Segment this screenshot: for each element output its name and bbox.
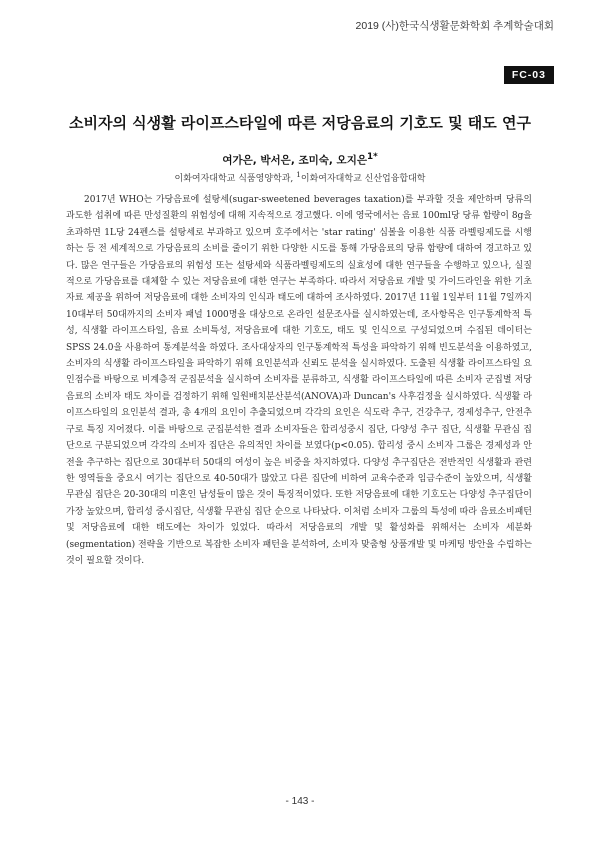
author-names: 여가은, 박서은, 조미숙, 오지은: [222, 154, 367, 167]
author-list: [40, 152, 560, 168]
session-code-badge: FC-03: [504, 66, 554, 84]
paper-title: 소비자의 식생활 라이프스타일에 따른 저당음료의 기호도 및 태도 연구: [69, 114, 531, 132]
affiliation-secondary: 이화여자대학교 신산업융합대학: [300, 174, 426, 184]
affiliation-superscript: 1: [296, 170, 301, 179]
affiliation-primary: 이화여자대학교 식품영양학과,: [174, 174, 294, 184]
page-number: - 143 -: [285, 796, 315, 807]
abstract-body: 2017년 WHO는 가당음료에 설탕세(sugar-sweetened beverages taxation)를 부과할 것을 제안하며 당류의 과도한 섭취에 따른 만성질환의 위험성에 대해 지속적으로 경고했다. 이에 영국에서는 음료 100ml당 당류 함량이 8g을 초과하면 1L당 24펜스를 설탕세로 부과하고 있으며 호주에서는 'star rating' 심볼을 이용한 식품 라벨링제도를 시행하는 등 전 세계적으로 가당음료의 소비를 줄이기 위한 다양한 시도를 통해 가당음료의 당류 함량에 대하여 경고하고 있다. 많은 연구들은 가당음료의 위험성 또는 설탕세와 식품라벨링제도의 실효성에 대한 연구들을 수행하고 있으나, 실질적으로 가당음료를 대체할 수 있는 저당음료에 대한 연구는 부족하다. 따라서 저당음료 개발 및 가이드라인을 위한 기초 자료 제공을 위하여 저당음료에 대한 소비자의 인식과 태도에 대하여 조사하였다. 2017년 11월 1일부터 11월 7일까지 10대부터 50대까지의 소비자 패널 1000명을 대상으로 온라인 설문조사를 실시하였는데, 조사항목은 인구통계학적 특성, 식생활 라이프스타일, 음료 소비특성, 저당음료에 대한 기호도, 태도 및 인식으로 구성되었으며 수집된 데이터는 SPSS 24.0을 사용하여 통계분석을 하였다. 조사대상자의 인구통계학적 특성을 파악하기 위해 빈도분석을 이용하였고, 소비자의 식생활 라이프스타일을 파악하기 위해 요인분석과 신뢰도 분석을 실시하였다. 도출된 식생활 라이프스타일 요인점수를 바탕으로 비계층적 군집분석을 실시하여 소비자를 분류하고, 식생활 라이프스타일에 따른 소비자 군집별 저당음료의 소비자 태도 차이를 검정하기 위해 일원배치분산분석(ANOVA)과 Duncan's 사후검정을 실시하였다. 식생활 라이프스타일의 요인분석 결과, 총 4개의 요인이 추출되었으며 각각의 요인은 식도락 추구, 건강추구, 경제성추구, 안전추구로 특징 지어졌다. 이를 바탕으로 군집분석한 결과 소비자들은 합리성중시 집단, 다양성 추구 집단, 식생활 무관심 집단으로 구분되었으며 각각의 소비자 집단은 유의적인 차이를 보였다(p<0.05). 합리성 중시 소비자 그룹은 경제성과 안전을 추구하는 집단으로 30대부터 50대의 여성이 높은 비중을 차지하였다. 다양성 추구집단은 전반적인 식생활과 관련한 영역들을 중요시 여기는 집단으로 40-50대가 많았고 다른 집단에 비하여 교육수준과 임금수준이 높았으며, 식생활 무관심 집단은 20-30대의 미혼인 남성들이 많은 것이 특징적이었다. 또한 저당음료에 대한 기호도는 다양성 추구집단이 가장 높았으며, 합리성 중시집단, 식생활 무관심 집단 순으로 나타났다. 이처럼 소비자 그룹의 특성에 따라 음료소비패턴 및 저당음료에 대한 태도에는 차이가 있었다. 따라서 저당음료의 개발 및 활성화를 위해서는 소비자 세분화(segmentation) 전략을 기반으로 복잡한 소비자 패턴을 분석하여, 소비자 맞춤형 상품개발 및 마케팅 방안을 수립하는 것이 필요할 것이다.: [66, 195, 532, 566]
author-superscript: 1*: [366, 152, 378, 162]
conference-header: 2019 (사)한국식생활문화학회 추계학술대회: [355, 20, 554, 32]
affiliation: [40, 170, 560, 184]
